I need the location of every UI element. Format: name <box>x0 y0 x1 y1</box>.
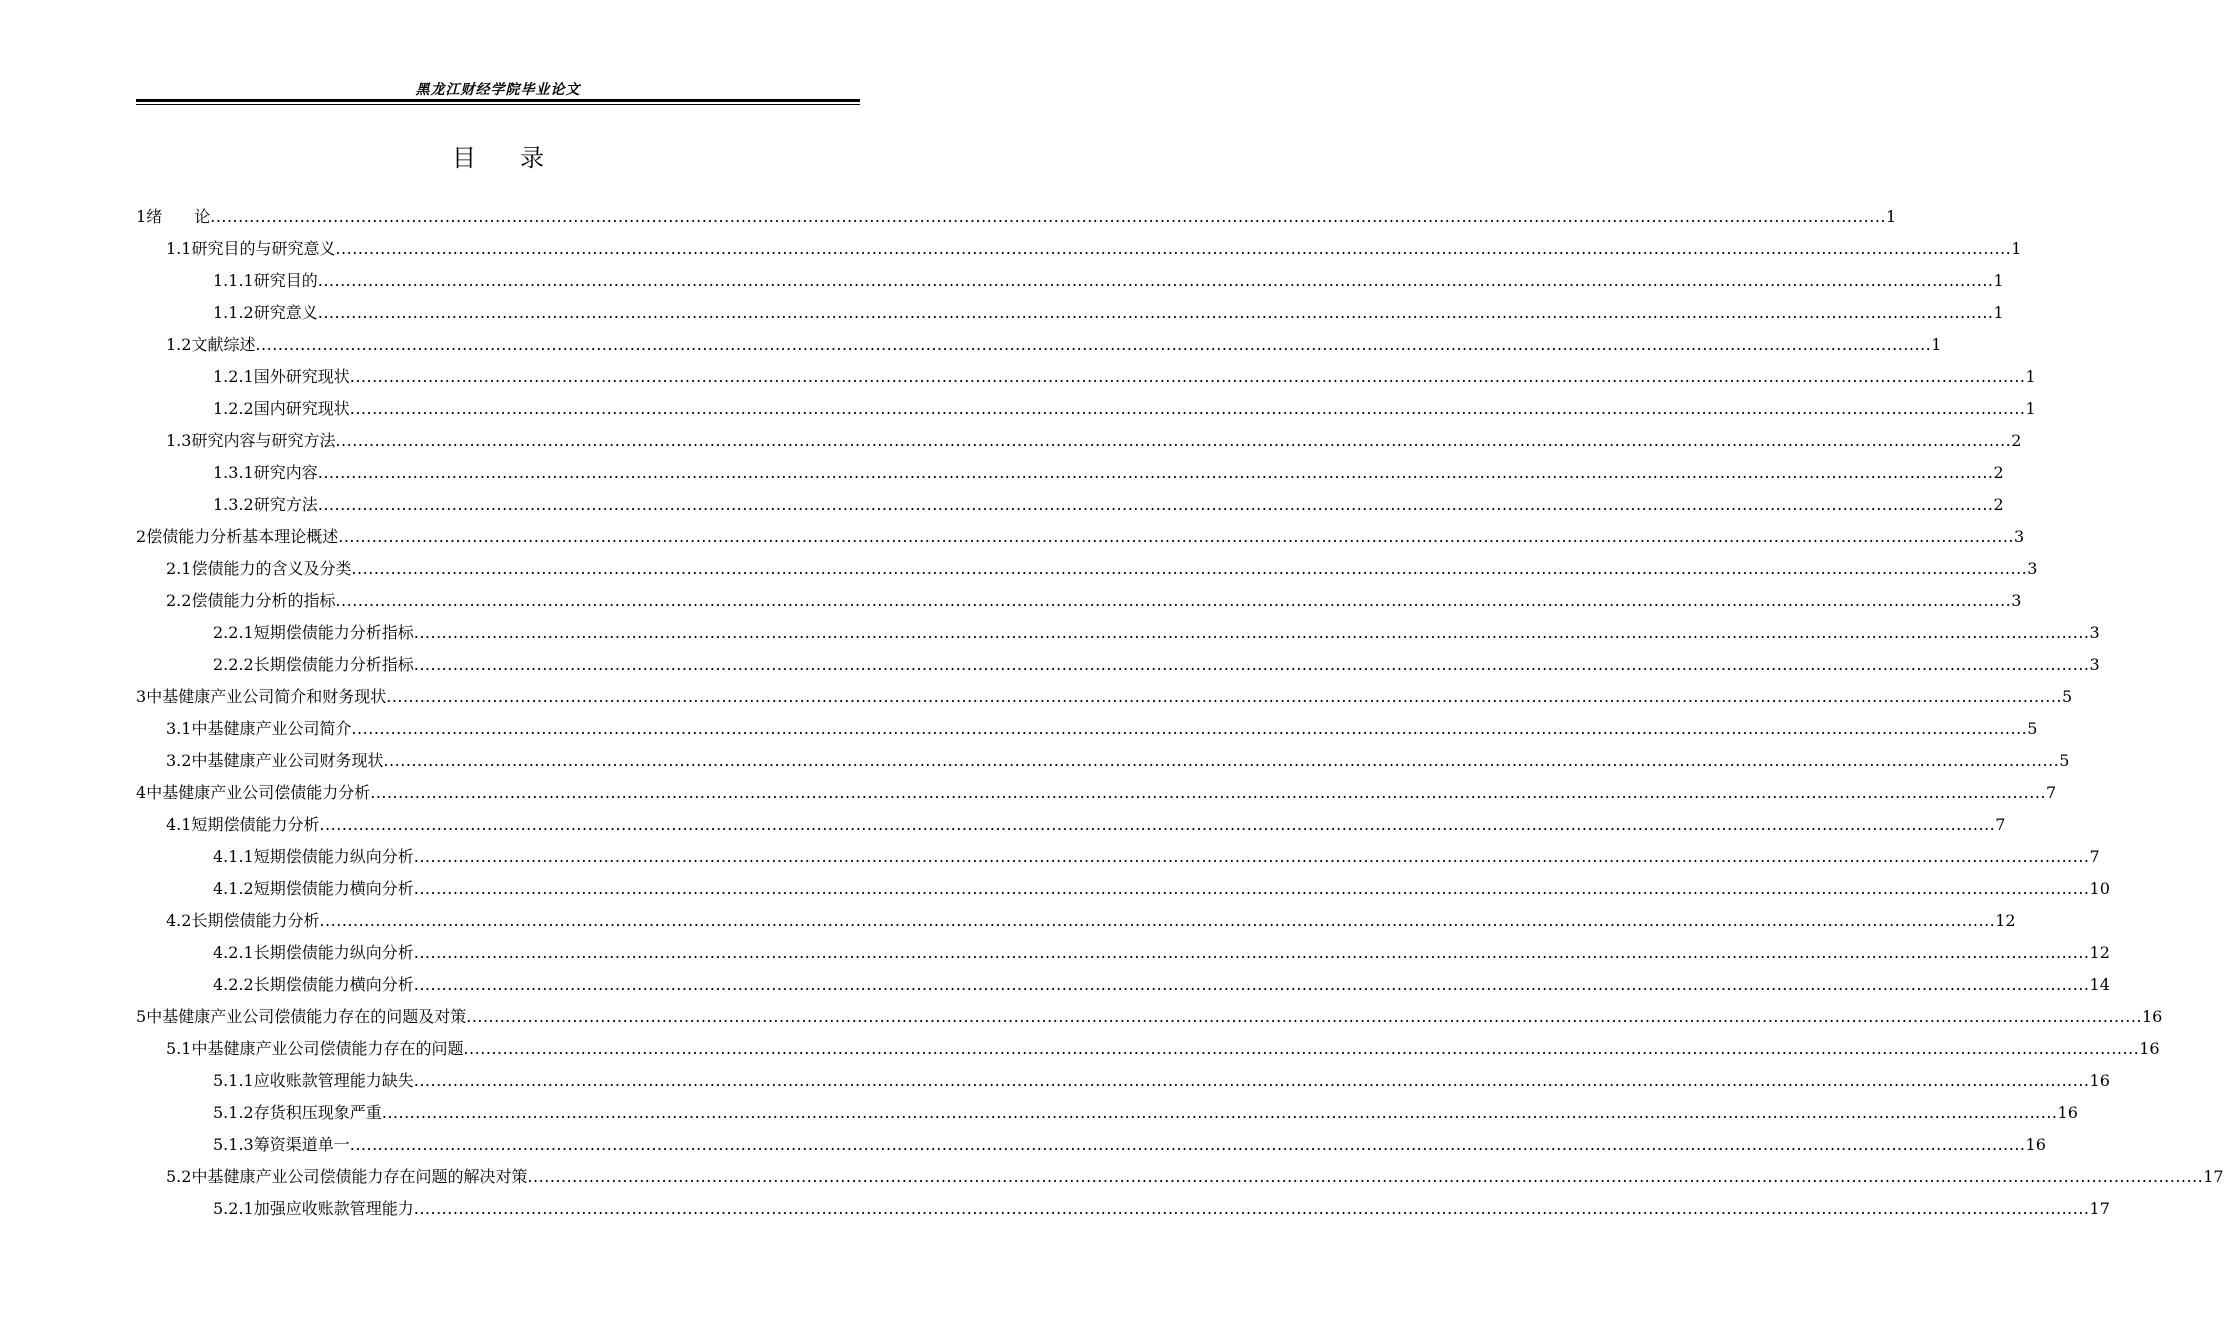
toc-entry-title: 存货积压现象严重 <box>253 1103 382 1122</box>
toc-entry-page-number: 3 <box>2027 559 2038 578</box>
toc-entry-title: 筹资渠道单一 <box>253 1135 350 1154</box>
header-rule-thin <box>136 104 860 105</box>
toc-entry-number: 1.2 <box>166 335 192 354</box>
toc-entry[interactable] <box>136 1161 2224 1193</box>
toc-entry-title: 研究目的 <box>253 271 318 290</box>
toc-dot-leader: ............................................................................................................................................................................................................................................................................................................ <box>466 1007 2142 1026</box>
toc-entry-page-number: 3 <box>2089 655 2100 674</box>
toc-entry[interactable] <box>136 617 2100 649</box>
toc-entry-number: 2.2.1 <box>213 623 254 642</box>
toc-entry-number: 1.1.1 <box>213 271 254 290</box>
toc-entry-title: 长期偿债能力纵向分析 <box>253 943 414 962</box>
toc-dot-leader: ............................................................................................................................................................................................................................................................................................................ <box>351 559 2028 578</box>
toc-entry-page-number: 7 <box>2045 783 2057 802</box>
toc-dot-leader: ............................................................................................................................................................................................................................................................................................................ <box>317 271 1994 290</box>
toc-entry-page-number: 12 <box>2089 943 2110 962</box>
toc-entry-page-number: 1 <box>1931 335 1942 354</box>
toc-dot-leader: ............................................................................................................................................................................................................................................................................................................ <box>255 335 1932 354</box>
toc-dot-leader: ............................................................................................................................................................................................................................................................................................................ <box>335 591 2012 610</box>
toc-dot-leader: ............................................................................................................................................................................................................................................................................................................ <box>413 1199 2090 1218</box>
toc-entry-title: 短期偿债能力纵向分析 <box>253 847 414 866</box>
toc-entry-page-number: 5 <box>2027 719 2038 738</box>
toc-dot-leader: ............................................................................................................................................................................................................................................................................................................ <box>349 1135 2026 1154</box>
toc-entry-title: 国外研究现状 <box>253 367 350 386</box>
toc-entry-number: 2.2 <box>166 591 192 610</box>
toc-dot-leader: ............................................................................................................................................................................................................................................................................................................ <box>381 1103 2058 1122</box>
toc-entry-number: 2.1 <box>166 559 192 578</box>
toc-entry[interactable] <box>136 1129 2046 1161</box>
toc-entry-number: 4.1.1 <box>213 847 254 866</box>
toc-entry[interactable] <box>136 937 2110 969</box>
toc-entry-title: 研究意义 <box>253 303 318 322</box>
toc-entry-page-number: 3 <box>2011 591 2022 610</box>
toc-entry-number: 4.2 <box>166 911 192 930</box>
toc-dot-leader: ............................................................................................................................................................................................................................................................................................................ <box>349 367 2026 386</box>
toc-dot-leader: ............................................................................................................................................................................................................................................................................................................ <box>413 879 2090 898</box>
toc-entry-page-number: 16 <box>2139 1039 2160 1058</box>
toc-entry-title: 偿债能力分析的指标 <box>191 591 336 610</box>
toc-entry-number: 4 <box>136 783 147 802</box>
toc-entry[interactable] <box>136 521 2025 553</box>
toc-entry[interactable] <box>136 393 2036 425</box>
toc-entry-number: 1.2.1 <box>213 367 254 386</box>
toc-dot-leader: ............................................................................................................................................................................................................................................................................................................ <box>413 943 2090 962</box>
toc-entry-title: 加强应收账款管理能力 <box>253 1199 414 1218</box>
toc-dot-leader: ............................................................................................................................................................................................................................................................................................................ <box>386 687 2062 706</box>
toc-entry-title: 中基健康产业公司简介和财务现状 <box>146 687 387 706</box>
toc-entry-title: 国内研究现状 <box>253 399 350 418</box>
toc-entry-title: 长期偿债能力分析 <box>191 911 320 930</box>
toc-entry[interactable] <box>136 1193 2110 1225</box>
toc-dot-leader: ............................................................................................................................................................................................................................................................................................................ <box>413 847 2090 866</box>
toc-entry-page-number: 14 <box>2089 975 2110 994</box>
toc-entry-page-number: 1 <box>1993 303 2004 322</box>
toc-entry-number: 1.3 <box>166 431 192 450</box>
toc-entry-title: 文献综述 <box>191 335 256 354</box>
toc-entry-page-number: 7 <box>1995 815 2006 834</box>
toc-dot-leader: ............................................................................................................................................................................................................................................................................................................ <box>335 431 2012 450</box>
toc-entry[interactable] <box>136 361 2036 393</box>
toc-entry-page-number: 5 <box>2061 687 2073 706</box>
toc-entry-page-number: 2 <box>1993 463 2004 482</box>
toc-entry[interactable] <box>136 489 2004 521</box>
toc-entry[interactable] <box>136 1097 2078 1129</box>
toc-entry-page-number: 16 <box>2057 1103 2078 1122</box>
toc-entry[interactable] <box>136 1033 2160 1065</box>
toc-entry-title: 中基健康产业公司财务现状 <box>191 751 384 770</box>
toc-entry-number: 4.1.2 <box>213 879 254 898</box>
table-of-contents <box>136 201 2224 1225</box>
toc-entry-number: 3.2 <box>166 751 192 770</box>
toc-dot-leader: ............................................................................................................................................................................................................................................................................................................ <box>317 495 1994 514</box>
toc-entry[interactable] <box>136 841 2100 873</box>
toc-entry[interactable] <box>136 713 2038 745</box>
toc-entry-title: 短期偿债能力分析 <box>191 815 320 834</box>
toc-entry-title: 中基健康产业公司偿债能力存在的问题及对策 <box>146 1007 467 1026</box>
toc-dot-leader: ............................................................................................................................................................................................................................................................................................................ <box>413 1071 2090 1090</box>
toc-entry[interactable] <box>136 585 2022 617</box>
toc-entry-page-number: 1 <box>1993 271 2004 290</box>
toc-entry-number: 1.2.2 <box>213 399 254 418</box>
toc-entry-page-number: 10 <box>2089 879 2110 898</box>
toc-entry-page-number: 16 <box>2089 1071 2110 1090</box>
toc-entry-title: 偿债能力分析基本理论概述 <box>146 527 339 546</box>
header-rule-thick <box>136 99 860 102</box>
toc-entry-number: 4.2.1 <box>213 943 254 962</box>
toc-dot-leader: ............................................................................................................................................................................................................................................................................................................ <box>317 463 1994 482</box>
toc-entry[interactable] <box>136 905 2016 937</box>
toc-entry[interactable] <box>136 745 2070 777</box>
toc-entry-number: 2.2.2 <box>213 655 254 674</box>
toc-entry-title: 研究目的与研究意义 <box>191 239 336 258</box>
toc-entry[interactable] <box>136 233 2022 265</box>
toc-entry[interactable] <box>136 1001 2163 1033</box>
toc-entry-number: 1.1.2 <box>213 303 254 322</box>
toc-entry-number: 5.1.1 <box>213 1071 254 1090</box>
toc-entry-number: 3.1 <box>166 719 192 738</box>
toc-entry-page-number: 17 <box>2203 1167 2224 1186</box>
toc-entry-number: 4.2.2 <box>213 975 254 994</box>
toc-entry[interactable] <box>136 425 2022 457</box>
toc-entry-title: 中基健康产业公司偿债能力分析 <box>146 783 371 802</box>
toc-entry-page-number: 7 <box>2089 847 2100 866</box>
toc-entry-title: 研究内容 <box>253 463 318 482</box>
toc-entry-title: 绪 论 <box>146 207 211 226</box>
toc-entry[interactable] <box>136 457 2004 489</box>
toc-entry-page-number: 16 <box>2141 1007 2163 1026</box>
toc-dot-leader: ............................................................................................................................................................................................................................................................................................................ <box>338 527 2014 546</box>
toc-entry-title: 研究内容与研究方法 <box>191 431 336 450</box>
toc-dot-leader: ............................................................................................................................................................................................................................................................................................................ <box>317 303 1994 322</box>
toc-dot-leader: ............................................................................................................................................................................................................................................................................................................ <box>319 911 1996 930</box>
toc-entry-number: 5.1.2 <box>213 1103 254 1122</box>
toc-entry-title: 长期偿债能力分析指标 <box>253 655 414 674</box>
toc-entry[interactable] <box>136 777 2057 809</box>
toc-entry[interactable] <box>136 297 2004 329</box>
toc-dot-leader: ............................................................................................................................................................................................................................................................................................................ <box>413 655 2090 674</box>
toc-entry-title: 短期偿债能力分析指标 <box>253 623 414 642</box>
toc-entry-number: 4.1 <box>166 815 192 834</box>
toc-entry-page-number: 1 <box>2025 367 2036 386</box>
toc-entry-page-number: 2 <box>2011 431 2022 450</box>
toc-entry-number: 2 <box>136 527 147 546</box>
toc-entry-number: 5.1 <box>166 1039 192 1058</box>
toc-entry-page-number: 17 <box>2089 1199 2110 1218</box>
toc-entry-page-number: 5 <box>2059 751 2070 770</box>
toc-entry[interactable] <box>136 201 1897 233</box>
toc-dot-leader: ............................................................................................................................................................................................................................................................................................................ <box>413 975 2090 994</box>
toc-entry-number: 5.2 <box>166 1167 192 1186</box>
toc-entry-number: 5.1.3 <box>213 1135 254 1154</box>
toc-entry-page-number: 12 <box>1995 911 2016 930</box>
toc-dot-leader: ............................................................................................................................................................................................................................................................................................................ <box>527 1167 2204 1186</box>
toc-entry[interactable] <box>136 649 2100 681</box>
toc-dot-leader: ............................................................................................................................................................................................................................................................................................................ <box>210 207 1886 226</box>
toc-entry[interactable] <box>136 329 1942 361</box>
toc-entry-page-number: 1 <box>2011 239 2022 258</box>
toc-entry[interactable] <box>136 265 2004 297</box>
toc-entry-page-number: 1 <box>1885 207 1897 226</box>
toc-entry-title: 长期偿债能力横向分析 <box>253 975 414 994</box>
toc-entry-number: 1.1 <box>166 239 192 258</box>
toc-dot-leader: ............................................................................................................................................................................................................................................................................................................ <box>463 1039 2140 1058</box>
toc-entry-page-number: 16 <box>2025 1135 2046 1154</box>
toc-entry-title: 中基健康产业公司简介 <box>191 719 352 738</box>
toc-entry-page-number: 2 <box>1993 495 2004 514</box>
toc-entry-number: 5 <box>136 1007 147 1026</box>
toc-entry[interactable] <box>136 553 2038 585</box>
toc-entry-title: 偿债能力的含义及分类 <box>191 559 352 578</box>
page-header: 黑龙江财经学院毕业论文 <box>415 82 581 98</box>
toc-entry-page-number: 1 <box>2025 399 2036 418</box>
toc-dot-leader: ............................................................................................................................................................................................................................................................................................................ <box>349 399 2026 418</box>
toc-dot-leader: ............................................................................................................................................................................................................................................................................................................ <box>319 815 1996 834</box>
toc-entry-title: 中基健康产业公司偿债能力存在的问题 <box>191 1039 464 1058</box>
toc-entry[interactable] <box>136 681 2073 713</box>
toc-dot-leader: ............................................................................................................................................................................................................................................................................................................ <box>370 783 2046 802</box>
toc-entry[interactable] <box>136 809 2006 841</box>
toc-entry-page-number: 3 <box>2089 623 2100 642</box>
toc-dot-leader: ............................................................................................................................................................................................................................................................................................................ <box>383 751 2060 770</box>
toc-dot-leader: ............................................................................................................................................................................................................................................................................................................ <box>413 623 2090 642</box>
toc-title: 目录 <box>452 144 588 172</box>
toc-entry-page-number: 3 <box>2013 527 2025 546</box>
toc-entry[interactable] <box>136 969 2110 1001</box>
toc-entry-number: 1.3.2 <box>213 495 254 514</box>
toc-entry-number: 3 <box>136 687 147 706</box>
toc-entry-title: 研究方法 <box>253 495 318 514</box>
toc-entry-number: 1 <box>136 207 147 226</box>
toc-entry[interactable] <box>136 873 2110 905</box>
toc-entry-number: 5.2.1 <box>213 1199 254 1218</box>
toc-entry-title: 应收账款管理能力缺失 <box>253 1071 414 1090</box>
toc-entry-number: 1.3.1 <box>213 463 254 482</box>
toc-dot-leader: ............................................................................................................................................................................................................................................................................................................ <box>351 719 2028 738</box>
toc-dot-leader: ............................................................................................................................................................................................................................................................................................................ <box>335 239 2012 258</box>
toc-entry-title: 中基健康产业公司偿债能力存在问题的解决对策 <box>191 1167 528 1186</box>
toc-entry-title: 短期偿债能力横向分析 <box>253 879 414 898</box>
toc-entry[interactable] <box>136 1065 2110 1097</box>
